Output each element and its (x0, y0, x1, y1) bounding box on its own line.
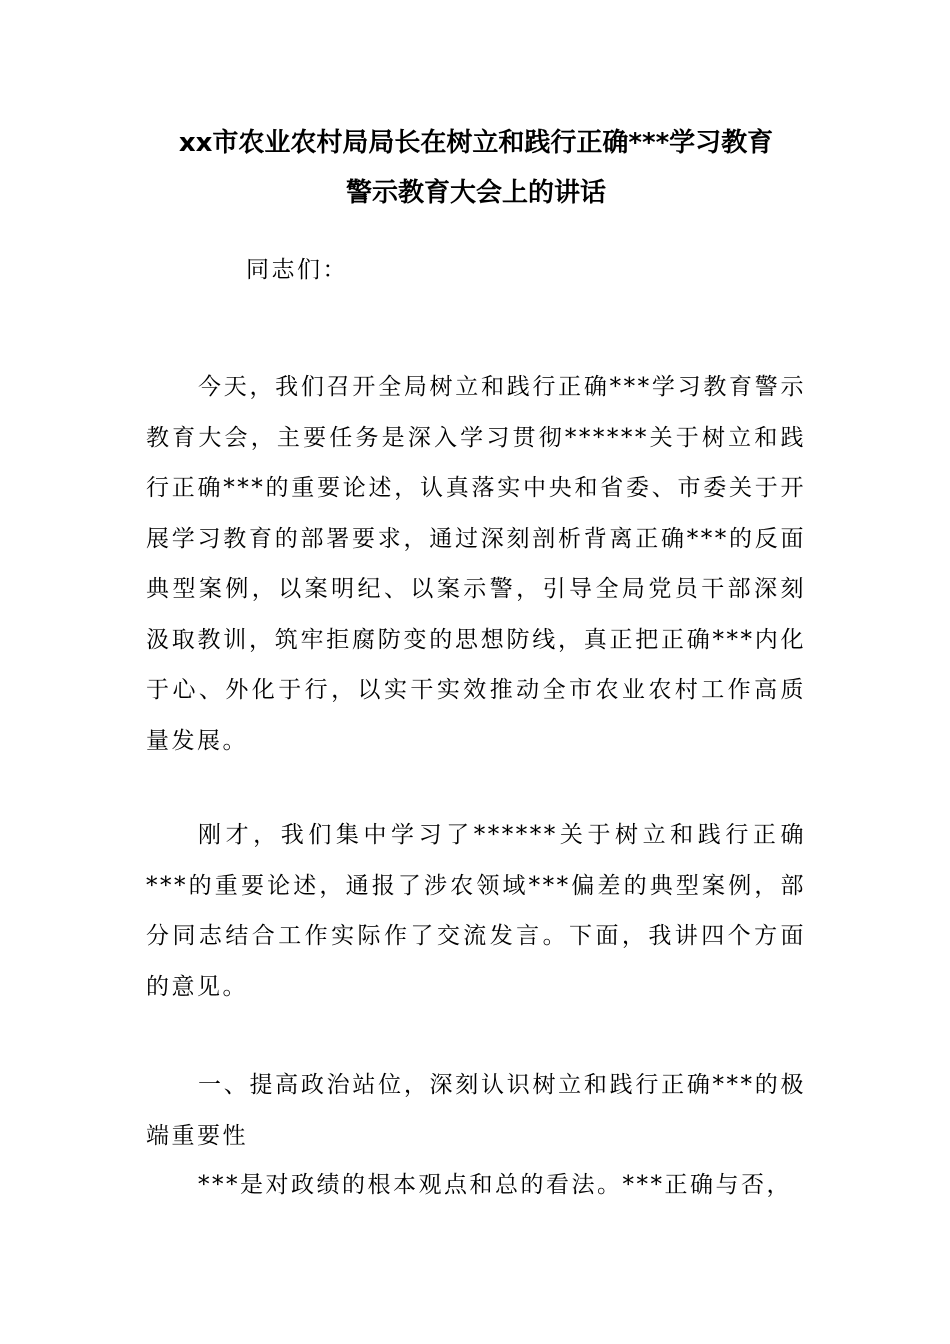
paragraph-overview: 刚才，我们集中学习了******关于树立和践行正确***的重要论述，通报了涉农领域***偏差的典型案例，部分同志结合工作实际作了交流发言。下面，我讲四个方面的意见。 (146, 822, 806, 1000)
title-line-1: xx市农业农村局局长在树立和践行正确***学习教育 (178, 128, 774, 158)
paragraph-intro: 今天，我们召开全局树立和践行正确***学习教育警示教育大会，主要任务是深入学习贯彻******关于树立和践行正确***的重要论述，认真落实中央和省委、市委关于开展学习教育的部署要求，通过深刻剖析背离正确***的反面典型案例，以案明纪、以案示警，引导全局党员干部深刻汲取教训，筑牢拒腐防变的思想防线，真正把正确***内化于心、外化于行，以实干实效推动全市农业农村工作高质量发展。 (146, 374, 806, 754)
document-title (146, 118, 806, 218)
title-line-2: 警示教育大会上的讲话 (345, 178, 606, 208)
paragraph-section-1: ***是对政绩的根本观点和总的看法。***正确与否， (198, 1172, 792, 1198)
section-heading-1: 一、提高政治站位，深刻认识树立和践行正确***的极端重要性 (146, 1072, 806, 1149)
greeting: 同志们： (246, 257, 348, 283)
